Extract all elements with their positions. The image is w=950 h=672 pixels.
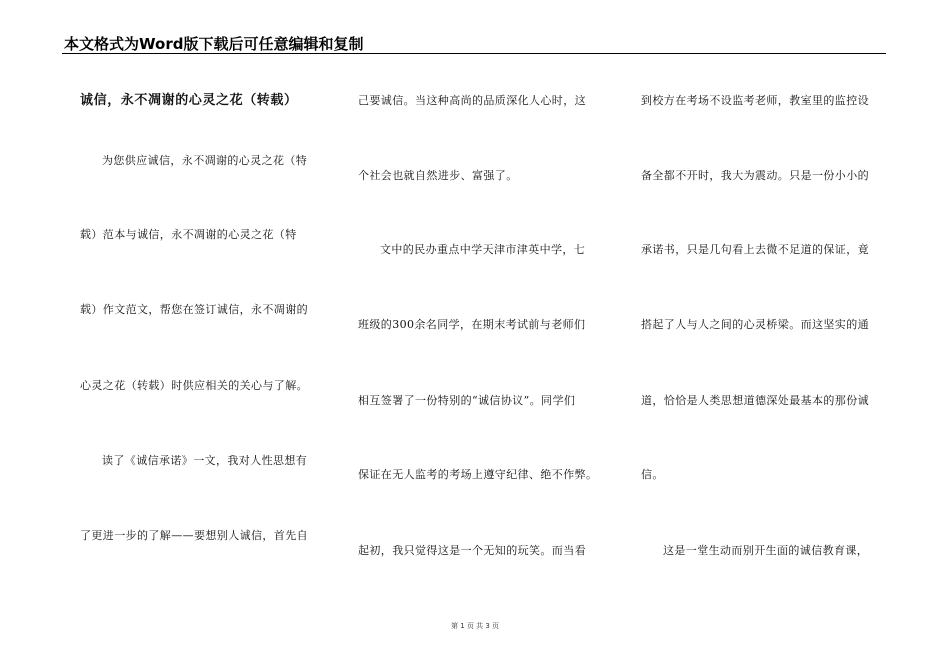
- page-number-indicator: 第 1 页 共 3 页: [450, 622, 500, 630]
- document-header-banner: 本文格式为Word版下载后可任意编辑和复制: [64, 35, 364, 53]
- paragraph-line: 相互签署了一份特别的“诚信协议”。同学们: [358, 394, 576, 407]
- paragraph-line: 心灵之花（转载）时供应相关的关心与了解。: [80, 379, 308, 392]
- paragraph-line: 了更进一步的了解——要想别人诚信，首先自: [80, 529, 308, 542]
- paragraph-line: 搭起了人与人之间的心灵桥梁。而这坚实的通: [641, 318, 869, 331]
- paragraph-line: 载）作文范文，帮您在签订诚信，永不凋谢的: [80, 303, 308, 316]
- paragraph-line: 道，恰恰是人类思想道德深处最基本的那份诚: [641, 394, 869, 407]
- paragraph-line: 为您供应诚信，永不凋谢的心灵之花（特: [102, 154, 308, 167]
- paragraph-line: 保证在无人监考的考场上遵守纪律、绝不作弊。: [358, 468, 598, 481]
- paragraph-line: 载）范本与诚信，永不凋谢的心灵之花（特: [80, 228, 297, 241]
- paragraph-line: 班级的300余名同学，在期末考试前与老师们: [358, 318, 586, 331]
- article-title: 诚信，永不凋谢的心灵之花（转载）: [80, 93, 298, 108]
- paragraph-line: 起初，我只觉得这是一个无知的玩笑。而当看: [358, 544, 586, 557]
- paragraph-line: 这是一堂生动而别开生面的诚信教育课，: [663, 544, 869, 557]
- header-divider: [62, 53, 886, 54]
- paragraph-line: 个社会也就自然进步、富强了。: [358, 169, 518, 182]
- paragraph-line: 备全都不开时，我大为震动。只是一份小小的: [641, 169, 869, 182]
- paragraph-line: 信。: [641, 468, 664, 481]
- paragraph-line: 己要诚信。当这种高尚的品质深化人心时，这: [358, 94, 586, 107]
- paragraph-line: 读了《诚信承诺》一文，我对人性思想有: [102, 454, 308, 467]
- paragraph-line: 文中的民办重点中学天津市津英中学，七: [380, 243, 586, 256]
- paragraph-line: 到校方在考场不设监考老师，教室里的监控设: [641, 94, 869, 107]
- paragraph-line: 承诺书，只是几句看上去微不足道的保证，竟: [641, 243, 869, 256]
